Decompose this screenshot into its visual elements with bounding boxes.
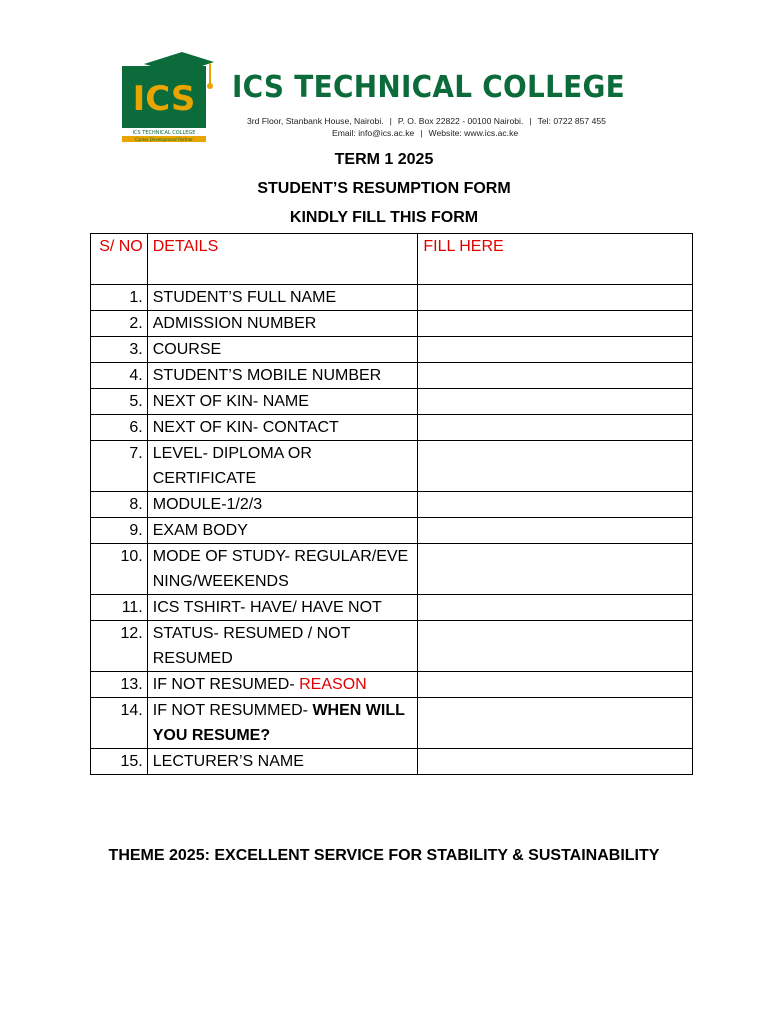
row-detail: STATUS- RESUMED / NOT RESUMED <box>147 621 418 672</box>
resumption-form-table <box>90 233 693 775</box>
fill-cell[interactable] <box>418 415 693 441</box>
table-row <box>91 337 693 363</box>
table-row <box>91 389 693 415</box>
fill-cell[interactable] <box>418 337 693 363</box>
row-detail: ICS TSHIRT- HAVE/ HAVE NOT <box>147 595 418 621</box>
website: Website: www.ics.ac.ke <box>428 128 519 138</box>
address: 3rd Floor, Stanbank House, Nairobi. <box>247 116 384 126</box>
row-number: 9. <box>91 518 148 544</box>
college-logo <box>122 50 218 142</box>
row-detail: STUDENT’S MOBILE NUMBER <box>147 363 418 389</box>
table-row <box>91 749 693 775</box>
row-detail: MODE OF STUDY- REGULAR/EVENING/WEEKENDS <box>147 544 418 595</box>
row-detail-highlight: REASON <box>299 676 367 693</box>
fill-cell[interactable] <box>418 595 693 621</box>
row-number: 2. <box>91 311 148 337</box>
row-detail-text: IF NOT RESUMMED- <box>152 702 313 719</box>
row-detail: STUDENT’S FULL NAME <box>147 285 418 311</box>
col-header-details: DETAILS <box>147 234 418 285</box>
row-detail-emphasis: WHEN WILL YOU RESUME? <box>152 702 405 744</box>
row-number: 10. <box>91 544 148 595</box>
form-instruction: KINDLY FILL THIS FORM <box>289 209 479 226</box>
row-number: 3. <box>91 337 148 363</box>
table-row <box>91 698 693 749</box>
logo-caption: ICS TECHNICAL COLLEGE <box>132 130 196 136</box>
table-header-row <box>91 234 693 285</box>
row-number: 12. <box>91 621 148 672</box>
row-detail: ADMISSION NUMBER <box>147 311 418 337</box>
table-row <box>91 492 693 518</box>
fill-cell[interactable] <box>418 749 693 775</box>
row-detail: LEVEL- DIPLOMA OR CERTIFICATE <box>147 441 418 492</box>
form-title: STUDENT’S RESUMPTION FORM <box>257 180 511 197</box>
table-row <box>91 363 693 389</box>
fill-cell[interactable] <box>418 544 693 595</box>
table-row <box>91 285 693 311</box>
table-row <box>91 595 693 621</box>
row-number: 14. <box>91 698 148 749</box>
po-box: P. O. Box 22822 - 00100 Nairobi. <box>397 116 524 126</box>
row-detail-text: IF NOT RESUMED- <box>152 676 300 693</box>
contact-line: Email: info@ics.ac.ke | Website: www.ics.ac.ke <box>332 128 519 138</box>
table-row <box>91 415 693 441</box>
fill-cell[interactable] <box>418 698 693 749</box>
fill-cell[interactable] <box>418 518 693 544</box>
row-detail: LECTURER’S NAME <box>147 749 418 775</box>
row-detail: MODULE-1/2/3 <box>147 492 418 518</box>
logo-tagline: Career Development Partner <box>135 137 193 142</box>
row-number: 8. <box>91 492 148 518</box>
table-row <box>91 621 693 672</box>
theme-statement: THEME 2025: EXCELLENT SERVICE FOR STABILITY & SUSTAINABILITY <box>108 847 660 864</box>
table-row <box>91 311 693 337</box>
letterhead <box>122 50 662 145</box>
table-row <box>91 544 693 595</box>
table-row <box>91 672 693 698</box>
table-row <box>91 441 693 492</box>
fill-cell[interactable] <box>418 492 693 518</box>
row-number: 7. <box>91 441 148 492</box>
fill-cell[interactable] <box>418 441 693 492</box>
row-detail <box>147 672 418 698</box>
row-number: 6. <box>91 415 148 441</box>
row-detail: NEXT OF KIN- CONTACT <box>147 415 418 441</box>
col-header-fill-here: FILL HERE <box>418 234 693 285</box>
col-header-sn: S/ NO <box>91 234 148 285</box>
fill-cell[interactable] <box>418 389 693 415</box>
logo-text: ICS <box>132 79 196 119</box>
row-detail: COURSE <box>147 337 418 363</box>
fill-cell[interactable] <box>418 363 693 389</box>
graduation-cap-logo-icon <box>122 50 218 142</box>
row-number: 4. <box>91 363 148 389</box>
row-number: 1. <box>91 285 148 311</box>
row-number: 15. <box>91 749 148 775</box>
row-detail <box>147 698 418 749</box>
fill-cell[interactable] <box>418 285 693 311</box>
fill-cell[interactable] <box>418 621 693 672</box>
fill-cell[interactable] <box>418 672 693 698</box>
row-number: 13. <box>91 672 148 698</box>
row-detail: NEXT OF KIN- NAME <box>147 389 418 415</box>
email: Email: info@ics.ac.ke <box>332 128 415 138</box>
row-detail: EXAM BODY <box>147 518 418 544</box>
address-line: 3rd Floor, Stanbank House, Nairobi. | P. O. Box 22822 - 00100 Nairobi. | Tel: 0722 857 455 <box>247 116 606 126</box>
term-title: TERM 1 2025 <box>334 151 434 168</box>
fill-cell[interactable] <box>418 311 693 337</box>
table-row <box>91 518 693 544</box>
college-name: ICS TECHNICAL COLLEGE <box>232 70 626 105</box>
row-number: 5. <box>91 389 148 415</box>
telephone: Tel: 0722 857 455 <box>537 116 606 126</box>
row-number: 11. <box>91 595 148 621</box>
